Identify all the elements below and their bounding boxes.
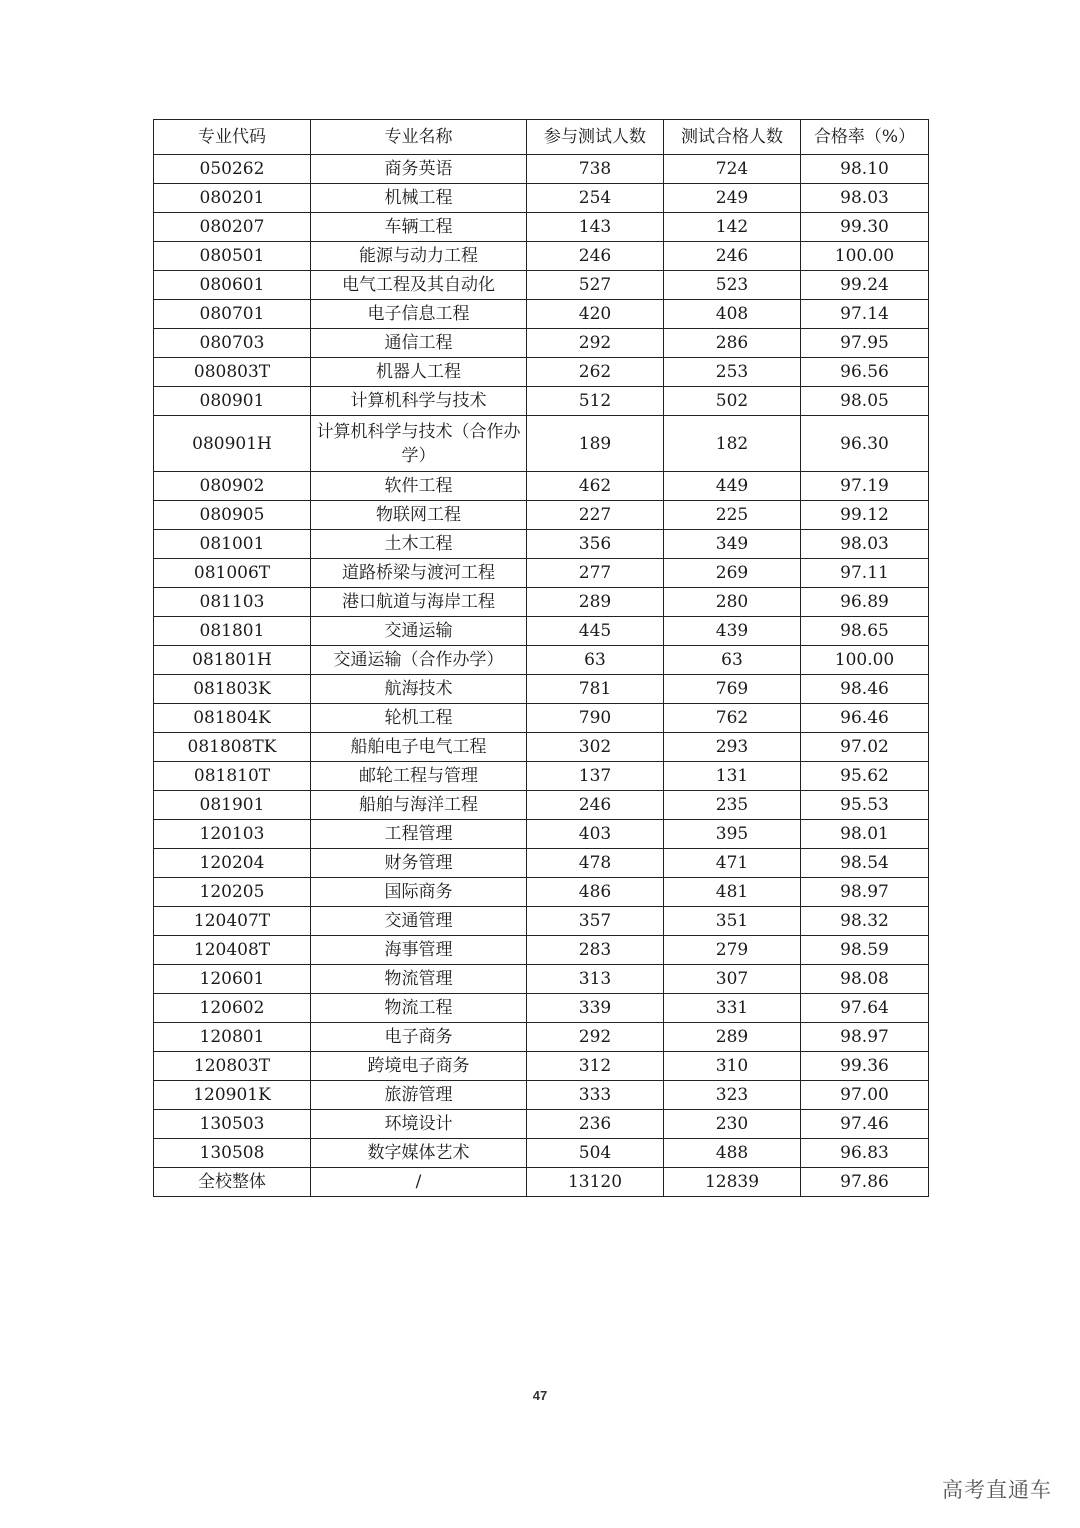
major-code-cell: 120801 <box>154 1023 311 1052</box>
table-row <box>154 1081 929 1110</box>
table-body <box>154 155 929 1197</box>
participants-cell: 292 <box>527 1023 664 1052</box>
major-code-cell: 120103 <box>154 820 311 849</box>
pass-rate-cell: 98.97 <box>801 878 929 907</box>
participants-cell: 486 <box>527 878 664 907</box>
major-code-cell: 120205 <box>154 878 311 907</box>
major-code-cell: 120803T <box>154 1052 311 1081</box>
table-row <box>154 472 929 501</box>
pass-rate-cell: 98.10 <box>801 155 929 184</box>
major-name-cell: 海事管理 <box>311 936 527 965</box>
major-name-cell: 商务英语 <box>311 155 527 184</box>
major-name-cell: 轮机工程 <box>311 704 527 733</box>
table-row <box>154 501 929 530</box>
major-name-cell: 邮轮工程与管理 <box>311 762 527 791</box>
table-row <box>154 878 929 907</box>
passed-cell: 349 <box>664 530 801 559</box>
major-code-cell: 080905 <box>154 501 311 530</box>
participants-cell: 143 <box>527 213 664 242</box>
table-row <box>154 1023 929 1052</box>
participants-cell: 512 <box>527 387 664 416</box>
participants-cell: 312 <box>527 1052 664 1081</box>
passed-cell: 289 <box>664 1023 801 1052</box>
major-name-cell: 能源与动力工程 <box>311 242 527 271</box>
major-code-cell: 081901 <box>154 791 311 820</box>
pass-rate-cell: 97.14 <box>801 300 929 329</box>
pass-rate-cell: 97.46 <box>801 1110 929 1139</box>
participants-cell: 333 <box>527 1081 664 1110</box>
table-row <box>154 530 929 559</box>
table-row <box>154 646 929 675</box>
major-code-cell: 050262 <box>154 155 311 184</box>
participants-cell: 478 <box>527 849 664 878</box>
participants-cell: 13120 <box>527 1168 664 1197</box>
participants-cell: 63 <box>527 646 664 675</box>
table-row <box>154 820 929 849</box>
pass-rate-cell: 98.03 <box>801 184 929 213</box>
pass-rate-cell: 98.01 <box>801 820 929 849</box>
pass-rate-cell: 98.32 <box>801 907 929 936</box>
major-code-cell: 080207 <box>154 213 311 242</box>
major-name-cell: 电子信息工程 <box>311 300 527 329</box>
pass-rate-cell: 99.30 <box>801 213 929 242</box>
pass-rate-table <box>153 119 929 1197</box>
participants-cell: 356 <box>527 530 664 559</box>
pass-rate-cell: 96.83 <box>801 1139 929 1168</box>
pass-rate-cell: 97.19 <box>801 472 929 501</box>
pass-rate-cell: 97.86 <box>801 1168 929 1197</box>
pass-rate-cell: 97.02 <box>801 733 929 762</box>
watermark-text: 高考直通车 <box>942 1478 1052 1502</box>
pass-rate-cell: 98.08 <box>801 965 929 994</box>
major-name-cell: 计算机科学与技术 <box>311 387 527 416</box>
major-name-cell: 软件工程 <box>311 472 527 501</box>
passed-cell: 502 <box>664 387 801 416</box>
table-header-row <box>154 120 929 155</box>
pass-rate-cell: 97.95 <box>801 329 929 358</box>
participants-cell: 262 <box>527 358 664 387</box>
participants-cell: 236 <box>527 1110 664 1139</box>
major-code-cell: 120901K <box>154 1081 311 1110</box>
table-row <box>154 994 929 1023</box>
major-name-cell: 交通运输 <box>311 617 527 646</box>
major-code-cell: 130508 <box>154 1139 311 1168</box>
table-row <box>154 733 929 762</box>
passed-cell: 769 <box>664 675 801 704</box>
participants-cell: 781 <box>527 675 664 704</box>
major-code-cell: 080501 <box>154 242 311 271</box>
participants-cell: 462 <box>527 472 664 501</box>
major-code-cell: 080901H <box>154 416 311 472</box>
major-name-cell: 交通管理 <box>311 907 527 936</box>
passed-cell: 310 <box>664 1052 801 1081</box>
major-name-cell: 船舶与海洋工程 <box>311 791 527 820</box>
participants-cell: 445 <box>527 617 664 646</box>
major-code-cell: 080901 <box>154 387 311 416</box>
major-name-cell: 交通运输（合作办学） <box>311 646 527 675</box>
participants-cell: 504 <box>527 1139 664 1168</box>
pass-rate-cell: 98.54 <box>801 849 929 878</box>
participants-cell: 227 <box>527 501 664 530</box>
pass-rate-cell: 97.64 <box>801 994 929 1023</box>
table-row <box>154 300 929 329</box>
major-name-cell: 物流管理 <box>311 965 527 994</box>
passed-cell: 293 <box>664 733 801 762</box>
header-passed: 测试合格人数 <box>664 120 801 155</box>
pass-rate-cell: 98.97 <box>801 1023 929 1052</box>
major-name-cell: 土木工程 <box>311 530 527 559</box>
passed-cell: 408 <box>664 300 801 329</box>
participants-cell: 137 <box>527 762 664 791</box>
major-code-cell: 080601 <box>154 271 311 300</box>
pass-rate-cell: 98.65 <box>801 617 929 646</box>
major-name-cell: 机器人工程 <box>311 358 527 387</box>
table-row <box>154 849 929 878</box>
table-row <box>154 704 929 733</box>
major-code-cell: 080902 <box>154 472 311 501</box>
passed-cell: 182 <box>664 416 801 472</box>
participants-cell: 339 <box>527 994 664 1023</box>
passed-cell: 449 <box>664 472 801 501</box>
participants-cell: 790 <box>527 704 664 733</box>
table-row <box>154 416 929 472</box>
passed-cell: 131 <box>664 762 801 791</box>
major-name-cell: 物流工程 <box>311 994 527 1023</box>
participants-cell: 313 <box>527 965 664 994</box>
major-name-cell: 计算机科学与技术（合作办学） <box>311 416 527 472</box>
passed-cell: 351 <box>664 907 801 936</box>
major-name-cell: 通信工程 <box>311 329 527 358</box>
table-row <box>154 559 929 588</box>
passed-cell: 269 <box>664 559 801 588</box>
major-name-cell: 国际商务 <box>311 878 527 907</box>
major-code-cell: 081801 <box>154 617 311 646</box>
pass-rate-cell: 100.00 <box>801 242 929 271</box>
pass-rate-cell: 98.05 <box>801 387 929 416</box>
table-row <box>154 965 929 994</box>
major-code-cell: 080201 <box>154 184 311 213</box>
table-row <box>154 213 929 242</box>
participants-cell: 357 <box>527 907 664 936</box>
major-code-cell: 081006T <box>154 559 311 588</box>
major-code-cell: 120601 <box>154 965 311 994</box>
passed-cell: 488 <box>664 1139 801 1168</box>
participants-cell: 246 <box>527 242 664 271</box>
passed-cell: 286 <box>664 329 801 358</box>
major-name-cell: 财务管理 <box>311 849 527 878</box>
page-number: 47 <box>532 1388 548 1403</box>
major-code-cell: 080703 <box>154 329 311 358</box>
participants-cell: 302 <box>527 733 664 762</box>
pass-rate-cell: 96.46 <box>801 704 929 733</box>
table-row <box>154 1168 929 1197</box>
passed-cell: 225 <box>664 501 801 530</box>
major-name-cell: 车辆工程 <box>311 213 527 242</box>
pass-rate-cell: 95.62 <box>801 762 929 791</box>
table-row <box>154 675 929 704</box>
pass-rate-cell: 96.56 <box>801 358 929 387</box>
participants-cell: 292 <box>527 329 664 358</box>
passed-cell: 253 <box>664 358 801 387</box>
table-row <box>154 791 929 820</box>
major-name-cell: 工程管理 <box>311 820 527 849</box>
pass-rate-cell: 97.11 <box>801 559 929 588</box>
table-row <box>154 936 929 965</box>
pass-rate-cell: 98.46 <box>801 675 929 704</box>
major-code-cell: 081103 <box>154 588 311 617</box>
table-row <box>154 155 929 184</box>
header-major-name: 专业名称 <box>311 120 527 155</box>
pass-rate-cell: 96.30 <box>801 416 929 472</box>
major-code-cell: 081803K <box>154 675 311 704</box>
major-name-cell: 环境设计 <box>311 1110 527 1139</box>
major-name-cell: 电气工程及其自动化 <box>311 271 527 300</box>
major-name-cell: 旅游管理 <box>311 1081 527 1110</box>
major-name-cell: 港口航道与海岸工程 <box>311 588 527 617</box>
table-row <box>154 271 929 300</box>
major-code-cell: 081810T <box>154 762 311 791</box>
header-major-code: 专业代码 <box>154 120 311 155</box>
major-code-cell: 130503 <box>154 1110 311 1139</box>
participants-cell: 420 <box>527 300 664 329</box>
passed-cell: 439 <box>664 617 801 646</box>
participants-cell: 403 <box>527 820 664 849</box>
pass-rate-cell: 99.24 <box>801 271 929 300</box>
header-participants: 参与测试人数 <box>527 120 664 155</box>
pass-rate-cell: 100.00 <box>801 646 929 675</box>
major-name-cell: 机械工程 <box>311 184 527 213</box>
pass-rate-cell: 98.59 <box>801 936 929 965</box>
passed-cell: 323 <box>664 1081 801 1110</box>
participants-cell: 254 <box>527 184 664 213</box>
passed-cell: 249 <box>664 184 801 213</box>
major-code-cell: 120407T <box>154 907 311 936</box>
passed-cell: 762 <box>664 704 801 733</box>
participants-cell: 527 <box>527 271 664 300</box>
table-row <box>154 387 929 416</box>
table-row <box>154 907 929 936</box>
table-row <box>154 329 929 358</box>
major-name-cell: 物联网工程 <box>311 501 527 530</box>
passed-cell: 331 <box>664 994 801 1023</box>
table-row <box>154 184 929 213</box>
major-code-cell: 120602 <box>154 994 311 1023</box>
major-name-cell: 跨境电子商务 <box>311 1052 527 1081</box>
participants-cell: 277 <box>527 559 664 588</box>
pass-rate-cell: 96.89 <box>801 588 929 617</box>
passed-cell: 395 <box>664 820 801 849</box>
passed-cell: 230 <box>664 1110 801 1139</box>
passed-cell: 279 <box>664 936 801 965</box>
passed-cell: 142 <box>664 213 801 242</box>
passed-cell: 307 <box>664 965 801 994</box>
participants-cell: 246 <box>527 791 664 820</box>
major-name-cell: / <box>311 1168 527 1197</box>
major-name-cell: 道路桥梁与渡河工程 <box>311 559 527 588</box>
pass-rate-cell: 98.03 <box>801 530 929 559</box>
major-code-cell: 全校整体 <box>154 1168 311 1197</box>
table-row <box>154 762 929 791</box>
passed-cell: 12839 <box>664 1168 801 1197</box>
major-name-cell: 数字媒体艺术 <box>311 1139 527 1168</box>
major-code-cell: 081001 <box>154 530 311 559</box>
participants-cell: 283 <box>527 936 664 965</box>
major-code-cell: 081804K <box>154 704 311 733</box>
table-row <box>154 242 929 271</box>
passed-cell: 724 <box>664 155 801 184</box>
passed-cell: 471 <box>664 849 801 878</box>
major-code-cell: 081808TK <box>154 733 311 762</box>
major-code-cell: 080701 <box>154 300 311 329</box>
major-code-cell: 120408T <box>154 936 311 965</box>
header-pass-rate: 合格率（%） <box>801 120 929 155</box>
passed-cell: 246 <box>664 242 801 271</box>
pass-rate-cell: 99.36 <box>801 1052 929 1081</box>
major-code-cell: 080803T <box>154 358 311 387</box>
table-row <box>154 588 929 617</box>
table-row <box>154 617 929 646</box>
major-name-cell: 电子商务 <box>311 1023 527 1052</box>
table-row <box>154 1110 929 1139</box>
major-name-cell: 船舶电子电气工程 <box>311 733 527 762</box>
table-row <box>154 358 929 387</box>
passed-cell: 63 <box>664 646 801 675</box>
pass-rate-cell: 97.00 <box>801 1081 929 1110</box>
passed-cell: 523 <box>664 271 801 300</box>
participants-cell: 289 <box>527 588 664 617</box>
major-code-cell: 081801H <box>154 646 311 675</box>
passed-cell: 481 <box>664 878 801 907</box>
table-row <box>154 1052 929 1081</box>
participants-cell: 738 <box>527 155 664 184</box>
major-code-cell: 120204 <box>154 849 311 878</box>
participants-cell: 189 <box>527 416 664 472</box>
pass-rate-cell: 95.53 <box>801 791 929 820</box>
passed-cell: 235 <box>664 791 801 820</box>
table-row <box>154 1139 929 1168</box>
pass-rate-cell: 99.12 <box>801 501 929 530</box>
major-name-cell: 航海技术 <box>311 675 527 704</box>
passed-cell: 280 <box>664 588 801 617</box>
